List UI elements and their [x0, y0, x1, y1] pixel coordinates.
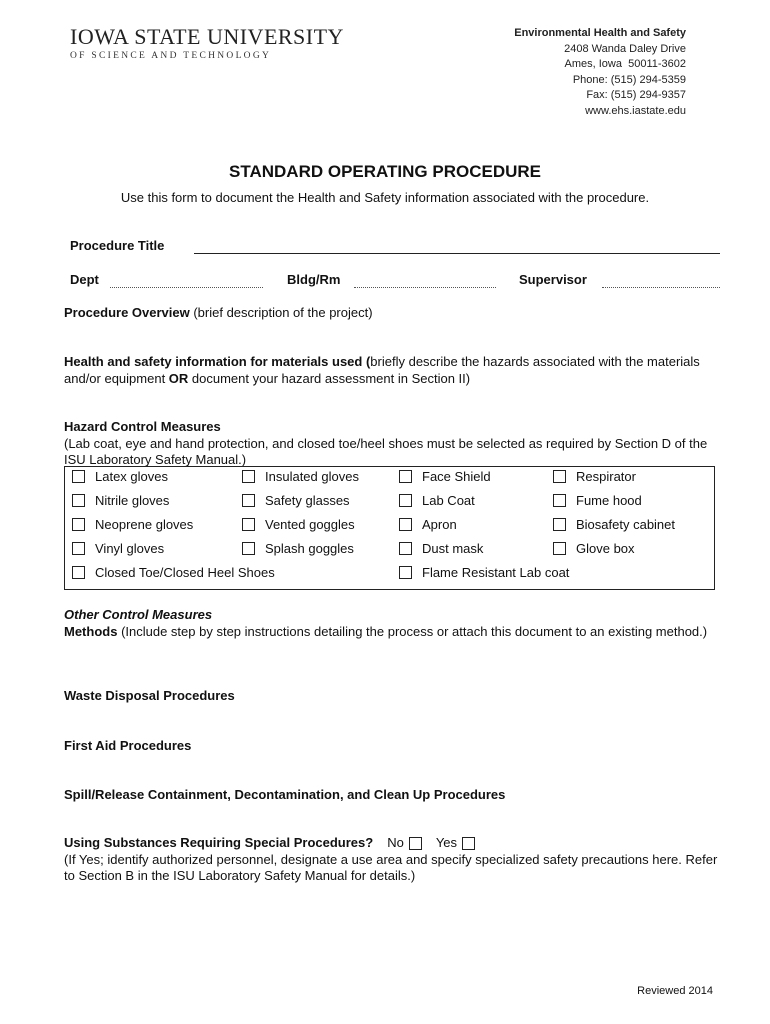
hazard-option[interactable] [553, 493, 642, 508]
hazard-option[interactable] [242, 493, 350, 508]
university-subtitle: OF SCIENCE AND TECHNOLOGY [70, 51, 272, 61]
hazard-option-label: Fume hood [576, 493, 642, 508]
hazard-checkbox[interactable] [72, 470, 85, 483]
health-label: Health and safety information for materials used ( [64, 354, 371, 369]
contact-title: Environmental Health and Safety [514, 27, 686, 39]
special-no-checkbox[interactable] [409, 837, 422, 850]
waste-disposal-label: Waste Disposal Procedures [64, 688, 235, 703]
reviewed-date: Reviewed 2014 [637, 985, 713, 997]
hazard-option-label: Apron [422, 517, 457, 532]
hazard-option[interactable] [553, 541, 635, 556]
form-title: STANDARD OPERATING PROCEDURE [229, 162, 541, 181]
hazard-option-label: Nitrile gloves [95, 493, 170, 508]
hazard-option[interactable] [553, 517, 675, 532]
special-procedures-section [64, 835, 729, 885]
hazard-option-label: Face Shield [422, 469, 491, 484]
methods-section [64, 607, 714, 640]
hazard-checkbox[interactable] [553, 542, 566, 555]
hazard-checkbox[interactable] [72, 542, 85, 555]
hazard-option[interactable] [72, 541, 164, 556]
hazard-option[interactable] [399, 541, 483, 556]
hazard-option-label: Closed Toe/Closed Heel Shoes [95, 565, 275, 580]
hazard-section [64, 419, 724, 469]
hazard-option-label: Insulated gloves [265, 469, 359, 484]
methods-label: Methods [64, 623, 118, 639]
hazard-checkbox[interactable] [242, 518, 255, 531]
spill-procedures-label: Spill/Release Containment, Decontamination, and Clean Up Procedures [64, 787, 506, 802]
hazard-note: (Lab coat, eye and hand protection, and closed toe/heel shoes must be selected as required by Section D of the ISU Laboratory Safety Manual.) [64, 435, 708, 467]
hazard-option-label: Latex gloves [95, 469, 168, 484]
hazard-checkbox[interactable] [72, 494, 85, 507]
special-yes-checkbox[interactable] [462, 837, 475, 850]
health-or: OR [168, 370, 189, 386]
procedure-title-label: Procedure Title [70, 238, 165, 253]
form-instructions: Use this form to document the Health and Safety information associated with the procedure. [120, 190, 650, 205]
hazard-option[interactable] [553, 469, 636, 484]
hazard-option-label: Biosafety cabinet [576, 517, 676, 532]
procedure-overview [64, 305, 373, 322]
contact-web: www.ehs.iastate.edu [585, 104, 686, 117]
bldg-field[interactable] [354, 287, 496, 288]
contact-block [514, 26, 686, 119]
hazard-checkbox[interactable] [399, 518, 412, 531]
hazard-checkbox[interactable] [72, 566, 85, 579]
hazard-option-label: Neoprene gloves [95, 517, 194, 532]
special-no-label: No [387, 835, 404, 850]
hazard-option[interactable] [399, 517, 457, 532]
hazard-option-label: Vinyl gloves [95, 541, 165, 556]
hazard-checkbox[interactable] [553, 494, 566, 507]
health-safety-section [64, 354, 704, 387]
hazard-option-label: Respirator [576, 469, 636, 484]
hazard-option[interactable] [72, 517, 193, 532]
special-label: Using Substances Requiring Special Procedures? [64, 835, 374, 850]
hazard-checkbox[interactable] [399, 542, 412, 555]
hazard-checkbox[interactable] [399, 470, 412, 483]
hazard-option[interactable] [242, 517, 355, 532]
hazard-option-label: Dust mask [422, 541, 484, 556]
supervisor-field[interactable] [602, 287, 720, 288]
contact-address-2: Ames, Iowa 50011-3602 [564, 58, 686, 70]
hazard-option[interactable] [72, 565, 275, 580]
hazard-option-label: Lab Coat [422, 493, 475, 508]
hazard-option[interactable] [399, 493, 475, 508]
hazard-checkbox[interactable] [399, 566, 412, 579]
overview-label: Procedure Overview [64, 305, 190, 320]
bldg-label: Bldg/Rm [287, 272, 341, 287]
hazard-checkbox[interactable] [399, 494, 412, 507]
supervisor-label: Supervisor [519, 272, 587, 287]
methods-hint: (Include step by step instructions detailing the process or attach this document to an existing method.) [117, 623, 708, 639]
hazard-checkbox[interactable] [72, 518, 85, 531]
hazard-option[interactable] [242, 469, 359, 484]
hazard-option[interactable] [399, 469, 491, 484]
dept-label: Dept [70, 272, 99, 287]
university-logo: IOWA STATE UNIVERSITY [70, 24, 344, 49]
health-hint-1: briefly describe the hazards associated with the materials and/or equipment [64, 354, 700, 386]
hazard-checkbox[interactable] [242, 494, 255, 507]
special-yes-label: Yes [435, 835, 458, 850]
overview-hint: (brief description of the project) [189, 305, 373, 320]
hazard-option[interactable] [399, 565, 569, 580]
hazard-option-label: Splash goggles [265, 541, 354, 556]
procedure-title-field[interactable] [194, 253, 720, 254]
contact-address-1: 2408 Wanda Daley Drive [564, 42, 686, 55]
hazard-option[interactable] [72, 469, 168, 484]
health-hint-2: document your hazard assessment in Section II) [188, 370, 471, 386]
special-note: (If Yes; identify authorized personnel, designate a use area and specify specialized safety precautions here. Refer to Section B in the ISU Laboratory Safety Manual for details.) [64, 851, 718, 883]
hazard-checkbox[interactable] [553, 518, 566, 531]
hazard-checkbox[interactable] [242, 542, 255, 555]
hazard-label: Hazard Control Measures [64, 419, 221, 434]
first-aid-label: First Aid Procedures [64, 738, 192, 753]
hazard-option-label: Vented goggles [265, 517, 355, 532]
contact-fax: Fax: (515) 294-9357 [586, 89, 686, 101]
hazard-option[interactable] [72, 493, 169, 508]
hazard-option-label: Safety glasses [265, 493, 350, 508]
hazard-checkbox[interactable] [242, 470, 255, 483]
other-control-label: Other Control Measures [64, 607, 213, 622]
hazard-option[interactable] [242, 541, 354, 556]
dept-field[interactable] [110, 287, 263, 288]
hazard-option-label: Glove box [576, 541, 635, 556]
hazard-option-label: Flame Resistant Lab coat [422, 565, 570, 580]
contact-phone: Phone: (515) 294-5359 [572, 73, 686, 86]
hazard-checkbox[interactable] [553, 470, 566, 483]
